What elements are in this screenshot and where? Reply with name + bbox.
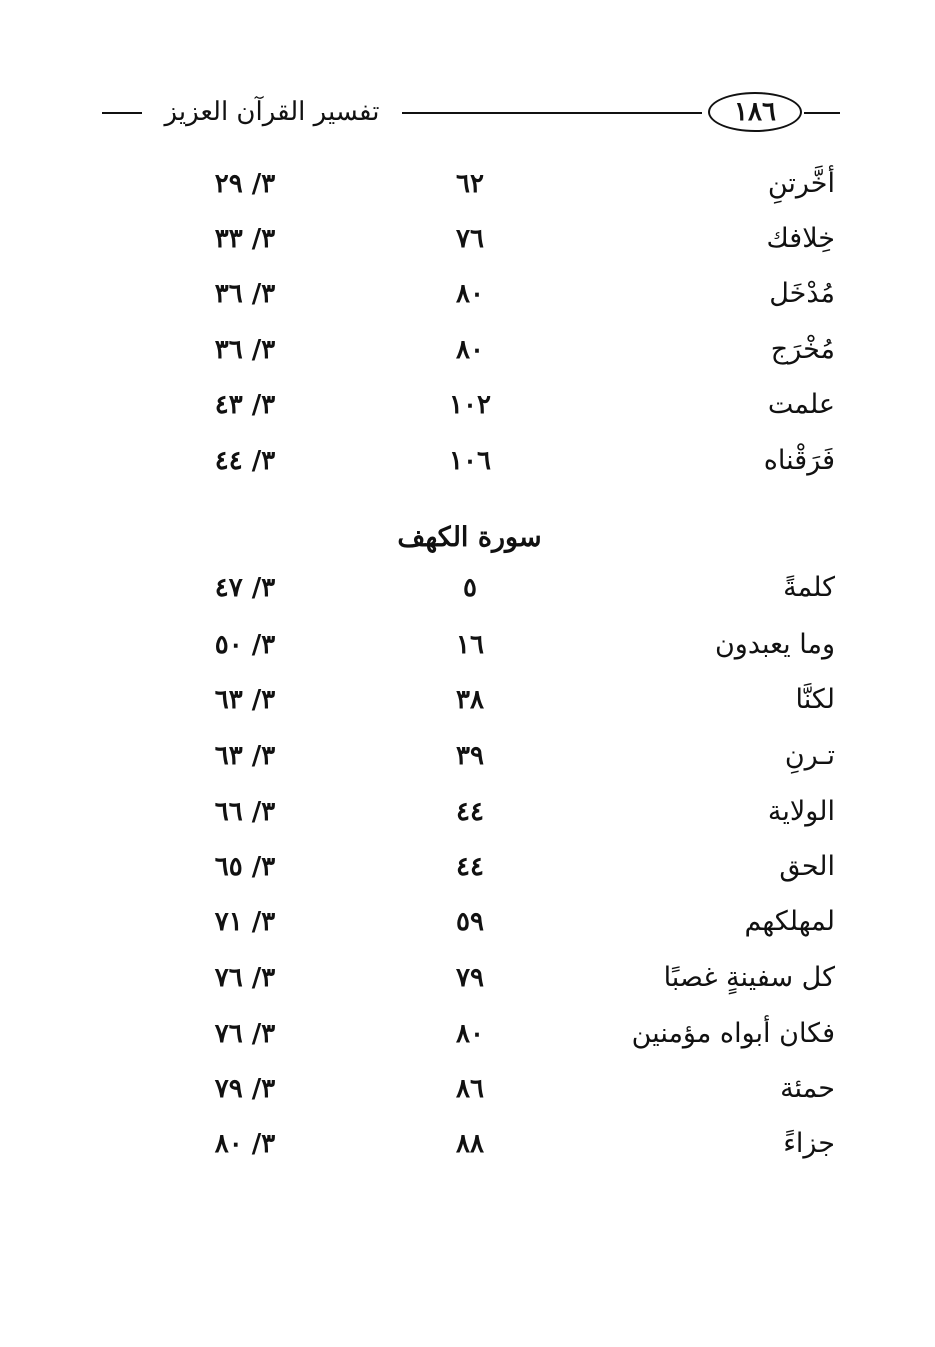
index-row bbox=[0, 1120, 935, 1168]
verse-number: ١٦ bbox=[456, 630, 484, 660]
verse-number: ٣٩ bbox=[456, 741, 484, 771]
entry-word: فكان أبواه مؤمنين bbox=[631, 1018, 835, 1049]
verse-number: ١٠٢ bbox=[449, 390, 491, 420]
volume-page-ref: ٣/ ٣٦ bbox=[214, 335, 276, 365]
verse-number: ٥٩ bbox=[456, 907, 484, 937]
index-row bbox=[0, 437, 935, 485]
entry-word: علمت bbox=[767, 389, 835, 420]
index-row bbox=[0, 732, 935, 780]
entry-word: تـرنِ bbox=[784, 740, 835, 771]
entry-word: كل سفينةٍ غصبًا bbox=[663, 962, 835, 993]
volume-page-ref: ٣/ ٧١ bbox=[214, 907, 276, 937]
volume-page-ref: ٣/ ٧٩ bbox=[214, 1074, 276, 1104]
index-row bbox=[0, 564, 935, 612]
volume-page-ref: ٣/ ٤٤ bbox=[214, 446, 276, 476]
entry-word: جزاءً bbox=[783, 1128, 835, 1159]
index-row bbox=[0, 621, 935, 669]
header-rule-right bbox=[804, 112, 840, 114]
verse-number: ٨٦ bbox=[456, 1074, 484, 1104]
verse-number: ٤٤ bbox=[456, 797, 484, 827]
entry-word: فَرَقْناه bbox=[763, 445, 835, 476]
volume-page-ref: ٣/ ٦٣ bbox=[214, 741, 276, 771]
running-title: تفسير القرآن العزيز bbox=[164, 97, 380, 127]
index-row bbox=[0, 954, 935, 1002]
volume-page-ref: ٣/ ٣٣ bbox=[214, 224, 276, 254]
page-number: ١٨٦ bbox=[708, 92, 802, 132]
header-rule-middle bbox=[402, 112, 702, 114]
index-row bbox=[0, 381, 935, 429]
volume-page-ref: ٣/ ٨٠ bbox=[214, 1129, 276, 1159]
section-title bbox=[0, 514, 935, 562]
verse-number: ٨٨ bbox=[456, 1129, 484, 1159]
volume-page-ref: ٣/ ٥٠ bbox=[214, 630, 276, 660]
index-row bbox=[0, 326, 935, 374]
index-row bbox=[0, 1065, 935, 1113]
volume-page-ref: ٣/ ٧٦ bbox=[214, 1019, 276, 1049]
index-row bbox=[0, 676, 935, 724]
volume-page-ref: ٣/ ٦٦ bbox=[214, 797, 276, 827]
verse-number: ٣٨ bbox=[456, 685, 484, 715]
volume-page-ref: ٣/ ٦٥ bbox=[214, 852, 276, 882]
index-row bbox=[0, 215, 935, 263]
index-row bbox=[0, 1010, 935, 1058]
index-row bbox=[0, 843, 935, 891]
verse-number: ٤٤ bbox=[456, 852, 484, 882]
entry-word: مُدْخَل bbox=[769, 278, 835, 309]
volume-page-ref: ٣/ ٤٣ bbox=[214, 390, 276, 420]
entry-word: خِلافك bbox=[766, 223, 835, 254]
volume-page-ref: ٣/ ٧٦ bbox=[214, 963, 276, 993]
entry-word: لكنَّا bbox=[795, 684, 835, 715]
volume-page-ref: ٣/ ٦٣ bbox=[214, 685, 276, 715]
verse-number: ٨٠ bbox=[456, 335, 484, 365]
entry-word: أخَّرتنِ bbox=[767, 168, 835, 199]
entry-word: حمئة bbox=[780, 1073, 835, 1104]
volume-page-ref: ٣/ ٤٧ bbox=[214, 573, 276, 603]
page-header bbox=[0, 88, 935, 136]
verse-number: ٧٩ bbox=[456, 963, 484, 993]
volume-page-ref: ٣/ ٣٦ bbox=[214, 279, 276, 309]
verse-number: ٧٦ bbox=[456, 224, 484, 254]
volume-page-ref: ٣/ ٢٩ bbox=[214, 169, 276, 199]
header-rule-left bbox=[102, 112, 142, 114]
entry-word: وما يعبدون bbox=[714, 629, 835, 660]
index-row bbox=[0, 270, 935, 318]
entry-word: كلمةً bbox=[783, 572, 835, 603]
verse-number: ٦٢ bbox=[456, 169, 484, 199]
entry-word: الحق bbox=[779, 851, 835, 882]
verse-number: ٨٠ bbox=[456, 1019, 484, 1049]
index-row bbox=[0, 898, 935, 946]
index-row bbox=[0, 160, 935, 208]
entry-word: الولاية bbox=[767, 796, 835, 827]
entry-word: لمهلكهم bbox=[744, 906, 835, 937]
verse-number: ٨٠ bbox=[456, 279, 484, 309]
verse-number: ١٠٦ bbox=[449, 446, 491, 476]
entry-word: مُخْرَج bbox=[770, 334, 835, 365]
section-title-text: سورة الكهف bbox=[397, 522, 542, 553]
index-row bbox=[0, 788, 935, 836]
verse-number: ٥ bbox=[463, 573, 477, 603]
